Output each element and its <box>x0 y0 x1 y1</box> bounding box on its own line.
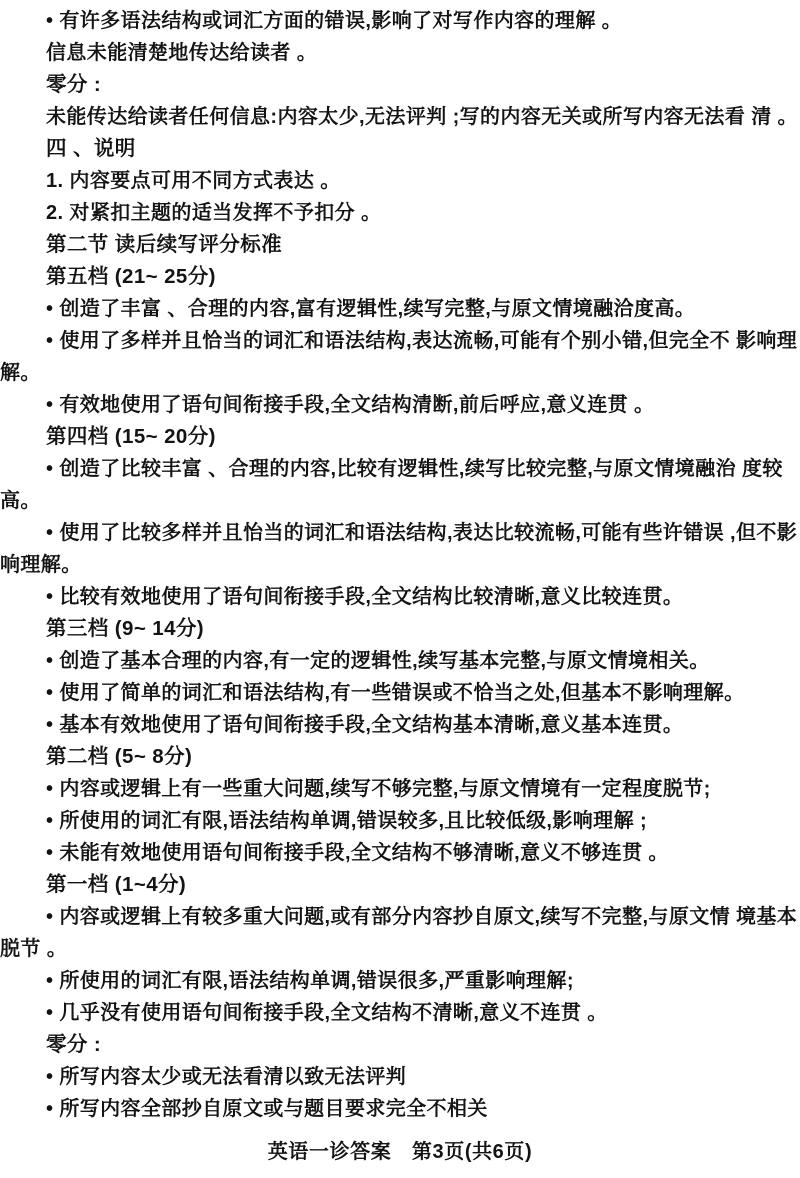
section-heading: 第五档 (21~ 25分) <box>46 265 216 288</box>
text-line: • 内容或逻辑上有较多重大问题,或有部分内容抄自原文,续写不完整,与原文情 境基本脱节 。 <box>0 906 798 960</box>
text-line: • 创造了比较丰富 、合理的内容,比较有逻辑性,续写比较完整,与原文情境融治 度较高。 <box>0 458 783 512</box>
text-line: 2. 对紧扣主题的适当发挥不予扣分 。 <box>46 202 382 224</box>
text-line: 未能传达给读者任何信息:内容太少,无法评判 ;写的内容无关或所写内容无法看 清 。 <box>46 106 798 128</box>
text-line: • 创造了基本合理的内容,有一定的逻辑性,续写基本完整,与原文情境相关。 <box>46 650 710 672</box>
page-footer <box>0 1135 800 1164</box>
section-heading: 四 、说明 <box>46 137 136 160</box>
text-line: 信息未能清楚地传达给读者 。 <box>46 42 318 64</box>
document-body <box>0 5 800 1125</box>
section-heading: 第二节 读后续写评分标准 <box>46 233 282 256</box>
section-heading: 零分 : <box>46 73 102 96</box>
section-heading: 第四档 (15~ 20分) <box>46 425 216 448</box>
text-line: • 所使用的词汇有限,语法结构单调,错误较多,且比较低级,影响理解 ; <box>46 810 648 832</box>
text-line: • 有许多语法结构或词汇方面的错误,影响了对写作内容的理解 。 <box>46 10 623 32</box>
page-footer-text: 英语一诊答案 第3页(共6页) <box>267 1141 533 1163</box>
text-line: • 有效地使用了语句间衔接手段,全文结构清断,前后呼应,意义连贯 。 <box>46 394 655 416</box>
section-heading: 第二档 (5~ 8分) <box>46 745 193 768</box>
text-line: • 使用了简单的词汇和语法结构,有一些错误或不恰当之处,但基本不影响理解。 <box>46 682 745 704</box>
section-heading: 第一档 (1~4分) <box>46 873 187 896</box>
text-line: • 内容或逻辑上有一些重大问题,续写不够完整,与原文情境有一定程度脱节; <box>46 778 711 800</box>
text-line: • 基本有效地使用了语句间衔接手段,全文结构基本清晰,意义基本连贯。 <box>46 714 684 736</box>
section-heading: 第三档 (9~ 14分) <box>46 617 205 640</box>
text-line: • 所写内容太少或无法看清以致无法评判 <box>46 1066 407 1088</box>
text-line: • 所写内容全部抄自原文或与题目要求完全不相关 <box>46 1098 488 1120</box>
text-line: • 比较有效地使用了语句间衔接手段,全文结构比较清晰,意义比较连贯。 <box>46 586 684 608</box>
text-line: • 使用了比较多样并且怡当的词汇和语法结构,表达比较流畅,可能有些许错误 ,但不影响理解。 <box>0 522 798 576</box>
section-heading: 零分 : <box>46 1033 102 1056</box>
text-line: • 所使用的词汇有限,语法结构单调,错误很多,严重影响理解; <box>46 970 574 992</box>
text-line: • 使用了多样并且恰当的词汇和语法结构,表达流畅,可能有个别小错,但完全不 影响理解。 <box>0 330 798 384</box>
text-line: 1. 内容要点可用不同方式表达 。 <box>46 170 341 192</box>
text-line: • 几乎没有使用语句间衔接手段,全文结构不清晰,意义不连贯 。 <box>46 1002 608 1024</box>
text-line: • 创造了丰富 、合理的内容,富有逻辑性,续写完整,与原文情境融洽度高。 <box>46 298 696 320</box>
text-line: • 未能有效地使用语句间衔接手段,全文结构不够清晰,意义不够连贯 。 <box>46 842 669 864</box>
